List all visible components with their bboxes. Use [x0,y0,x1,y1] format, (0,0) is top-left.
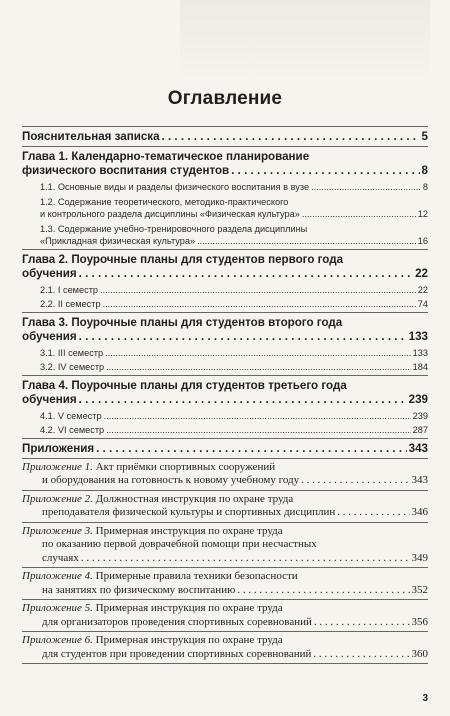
leader-dots [302,208,416,221]
toc-section[interactable] [22,222,428,249]
show-through-text [180,0,430,80]
entry-text: физического воспитания студентов [22,164,230,177]
entry-text: 4.1. V семестр [40,410,102,421]
entry-text: 3.1. III семестр [40,347,104,358]
toc-appendix[interactable] [22,459,428,490]
entry-page-number: 8 [421,164,428,177]
entry-page-number: 346 [411,506,428,518]
appendix-label: Приложение 6. [22,634,93,646]
table-of-contents [22,126,428,664]
entry-page-number: 12 [417,209,428,219]
entry-text: Глава 1. Календарно-тематическое планирование [22,150,310,163]
entry-page-number: 352 [411,583,428,596]
toc-appendix[interactable] [22,523,428,568]
entry-page-number: 287 [412,425,428,435]
leader-dots [106,361,411,374]
leader-dots [337,506,409,520]
appendix-label: Приложение 4. [22,570,93,582]
toc-section[interactable] [22,283,428,298]
toc-chapter[interactable] [22,376,428,409]
entry-text: преподавателя физической культуры и спортивных дисциплин [42,506,336,518]
entry-page-number: 74 [417,299,428,309]
toc-section[interactable] [22,180,428,195]
leader-dots [79,330,407,344]
entry-text: Примерная инструкция по охране труда [95,634,283,646]
toc-appendix[interactable] [22,600,428,631]
leader-dots [103,298,416,311]
leader-dots [313,648,409,662]
divider [22,663,428,664]
entry-page-number: 356 [411,615,428,628]
entry-text: Примерные правила техники безопасности [95,570,298,582]
appendix-label: Приложение 5. [22,602,93,614]
toc-chapter[interactable] [22,250,428,283]
entry-page-number: 16 [417,236,428,246]
entry-page-number: 184 [412,362,428,372]
toc-section[interactable] [22,409,428,424]
entry-text: 1.3. Содержание учебно-тренировочного раздела дисциплины [40,223,308,234]
entry-page-number: 8 [422,182,428,192]
toc-section[interactable] [22,423,428,438]
leader-dots [100,284,416,297]
page-title: Оглавление [167,88,283,109]
entry-text: 1.2. Содержание теоретического, методико-практического [40,196,289,207]
entry-page-number: 349 [411,551,428,564]
entry-text: Акт приёмки спортивных сооружений [95,460,276,473]
entry-text: Примерная инструкция по охране труда [95,524,283,537]
toc-appendix[interactable] [22,632,428,663]
entry-text: Примерная инструкция по охране труда [95,602,283,614]
entry-page-number: 239 [412,410,428,421]
leader-dots [231,164,419,178]
entry-text: по оказанию первой доврачебной помощи при несчастных [42,538,317,550]
entry-text: 1.1. Основные виды и разделы физического воспитания в вузе [40,182,310,192]
entry-page-number: 343 [408,441,428,455]
toc-chapter[interactable] [22,127,428,146]
page-number: 3 [422,693,428,704]
toc-section[interactable] [22,195,428,222]
leader-dots [105,347,411,360]
toc-chapter[interactable] [22,147,428,180]
toc-section[interactable] [22,297,428,312]
entry-page-number: 133 [412,347,428,358]
entry-text: Пояснительная записка [22,130,160,143]
appendix-label: Приложение 1. [22,460,93,473]
entry-text: Глава 4. Поурочные планы для студентов третьего года [22,378,347,392]
entry-text: Глава 2. Поурочные планы для студентов первого года [22,252,344,266]
entry-page-number: 133 [408,329,428,343]
entry-text: Приложения [22,441,95,455]
toc-appendix[interactable] [22,491,428,522]
leader-dots [79,393,407,407]
toc-section[interactable] [22,346,428,361]
entry-text: на занятиях по физическому воспитанию [42,583,236,596]
entry-page-number: 343 [411,474,428,486]
toc-appendix[interactable] [22,568,428,599]
appendix-label: Приложение 3. [22,524,93,537]
entry-text: случаях [42,551,79,564]
leader-dots [81,552,410,566]
entry-text: для студентов при проведении спортивных соревнований [42,647,312,660]
leader-dots [104,410,411,423]
entry-page-number: 239 [408,392,428,406]
leader-dots [237,584,409,598]
entry-text: обучения [22,392,77,406]
entry-text: обучения [22,266,77,280]
leader-dots [162,130,420,144]
entry-text: 2.2. II семестр [40,299,101,309]
entry-text: 4.2. VI семестр [40,425,105,435]
entry-text: 3.2. IV семестр [40,362,105,372]
entry-text: и контрольного раздела дисциплины «Физическая культура» [40,209,300,219]
entry-text: «Прикладная физическая культура» [40,236,196,246]
leader-dots [79,267,413,281]
leader-dots [197,235,416,248]
entry-text: Должностная инструкция по охране труда [95,492,294,505]
leader-dots [314,616,410,630]
entry-page-number: 360 [411,647,428,660]
entry-text: Глава 3. Поурочные планы для студентов второго года [22,315,343,329]
toc-chapter[interactable] [22,439,428,458]
entry-text: для организаторов проведения спортивных соревнований [42,615,312,628]
entry-page-number: 22 [415,266,428,280]
entry-text: 2.1. I семестр [40,284,99,295]
entry-text: и оборудования на готовность к новому учебному году [42,474,300,486]
leader-dots [106,424,411,437]
toc-chapter[interactable] [22,313,428,346]
entry-text: обучения [22,329,77,343]
entry-page-number: 22 [417,284,428,295]
leader-dots [301,474,409,488]
appendix-label: Приложение 2. [22,492,93,505]
leader-dots [96,442,407,456]
entry-page-number: 5 [421,130,428,143]
leader-dots [311,181,421,194]
toc-section[interactable] [22,360,428,375]
